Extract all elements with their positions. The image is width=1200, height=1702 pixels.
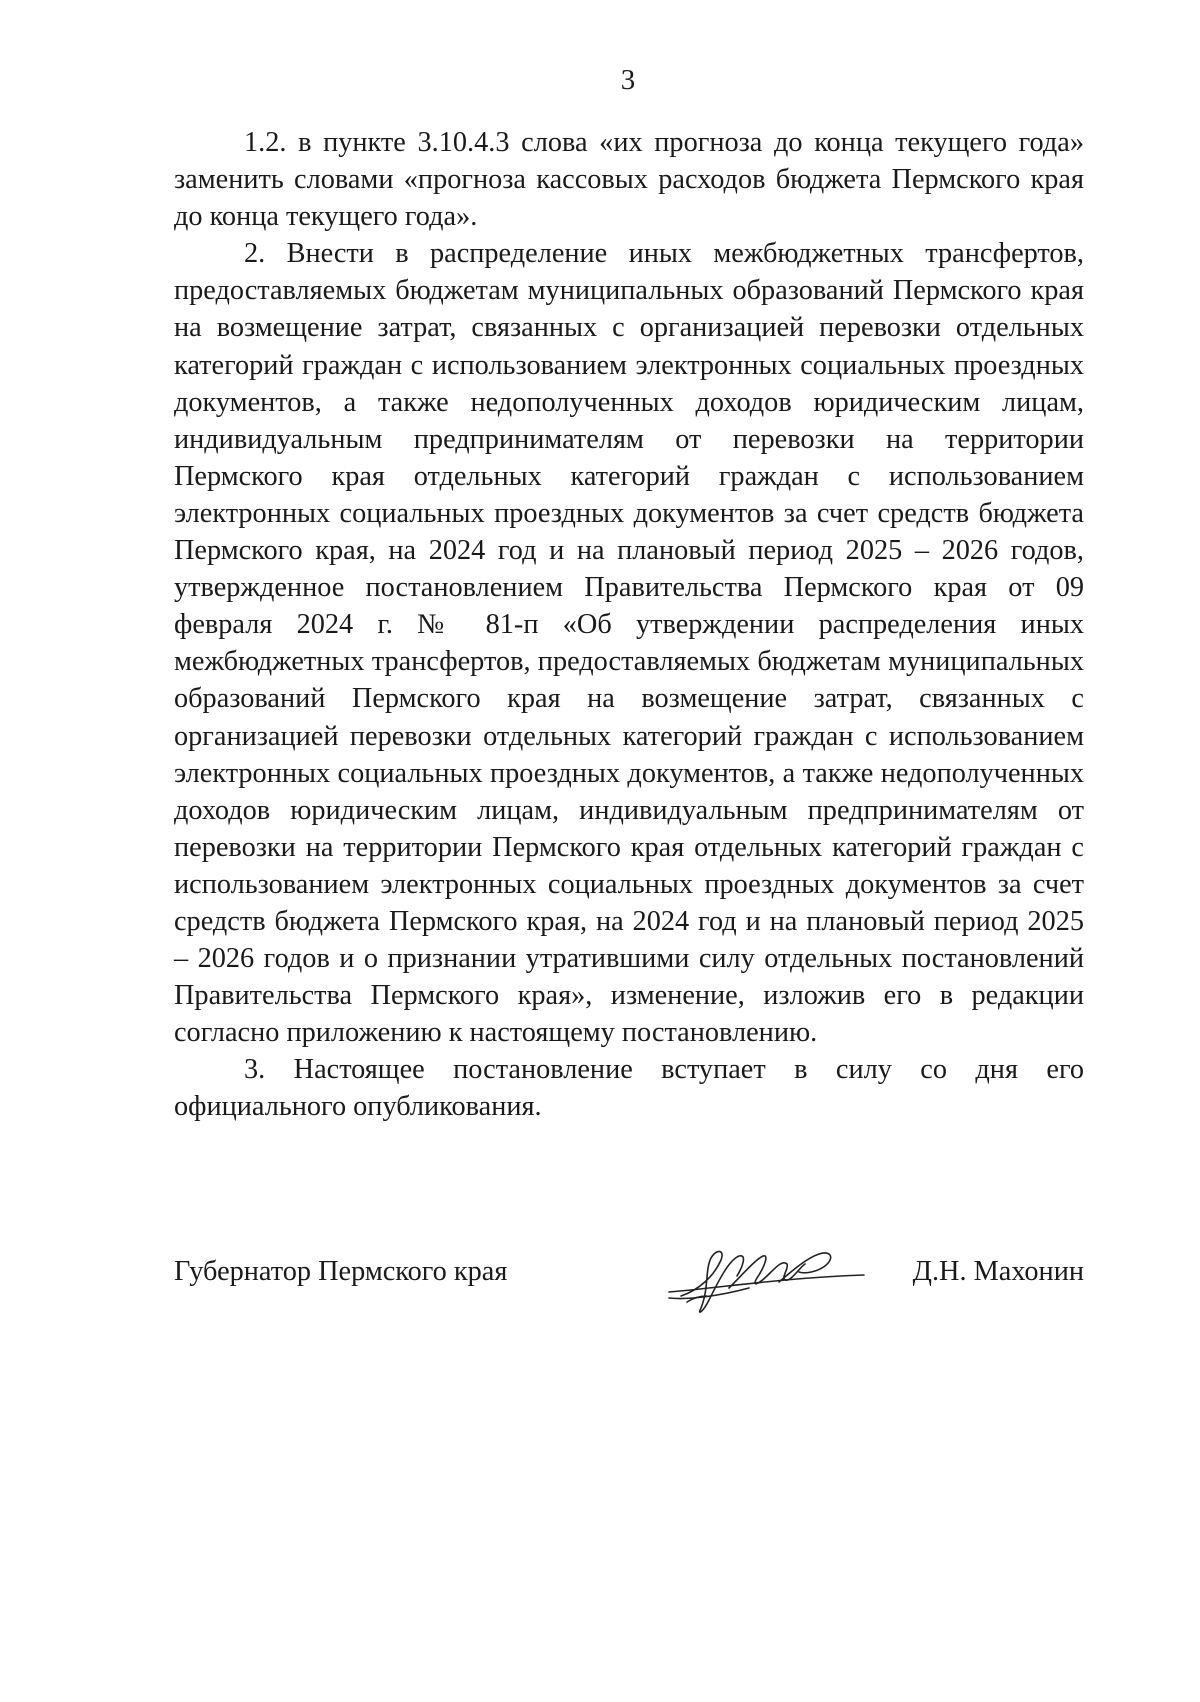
signer-name: Д.Н. Махонин (912, 1256, 1084, 1287)
document-body (174, 124, 1084, 1126)
signature-block (174, 1245, 1084, 1315)
page-number: 3 (620, 64, 636, 96)
handwritten-signature-icon (659, 1230, 869, 1320)
paragraph-3: 3. Настоящее постановление вступает в силу со дня его официального опубликования. (174, 1054, 1084, 1123)
signer-title: Губернатор Пермского края (174, 1256, 508, 1287)
paragraph-2: 2. Внести в распределение иных межбюджетных трансфертов, предоставляемых бюджетам муниципальных образований Пермского края на возмещение затрат, связанных с организацией перевозки отдельных категорий граждан с использованием электронных социальных проездных документов, а также недополученных доходов юридическим лицам, индивидуальным предпринимателям от перевозки на территории Пермского края отдельных категорий граждан с использованием электронных социальных проездных документов за счет средств бюджета Пермского края, на 2024 год и на плановый период 2025 – 2026 годов, утвержденное постановлением Правительства Пермского края от 09 февраля 2024 г. № 81-п «Об утверждении распределения иных межбюджетных трансфертов, предоставляемых бюджетам муниципальных образований Пермского края на возмещение затрат, связанных с организацией перевозки отдельных категорий граждан с использованием электронных социальных проездных документов, а также недополученных доходов юридическим лицам, индивидуальным предпринимателям от перевозки на территории Пермского края отдельных категорий граждан с использованием электронных социальных проездных документов за счет средств бюджета Пермского края, на 2024 год и на плановый период 2025 – 2026 годов и о признании утратившими силу отдельных постановлений Правительства Пермского края», изменение, изложив его в редакции согласно приложению к настоящему постановлению. (174, 238, 1084, 1049)
paragraph-1-2: 1.2. в пункте 3.10.4.3 слова «их прогноза до конца текущего года» заменить словами «прогноза кассовых расходов бюджета Пермского края до конца текущего года». (174, 127, 1084, 233)
